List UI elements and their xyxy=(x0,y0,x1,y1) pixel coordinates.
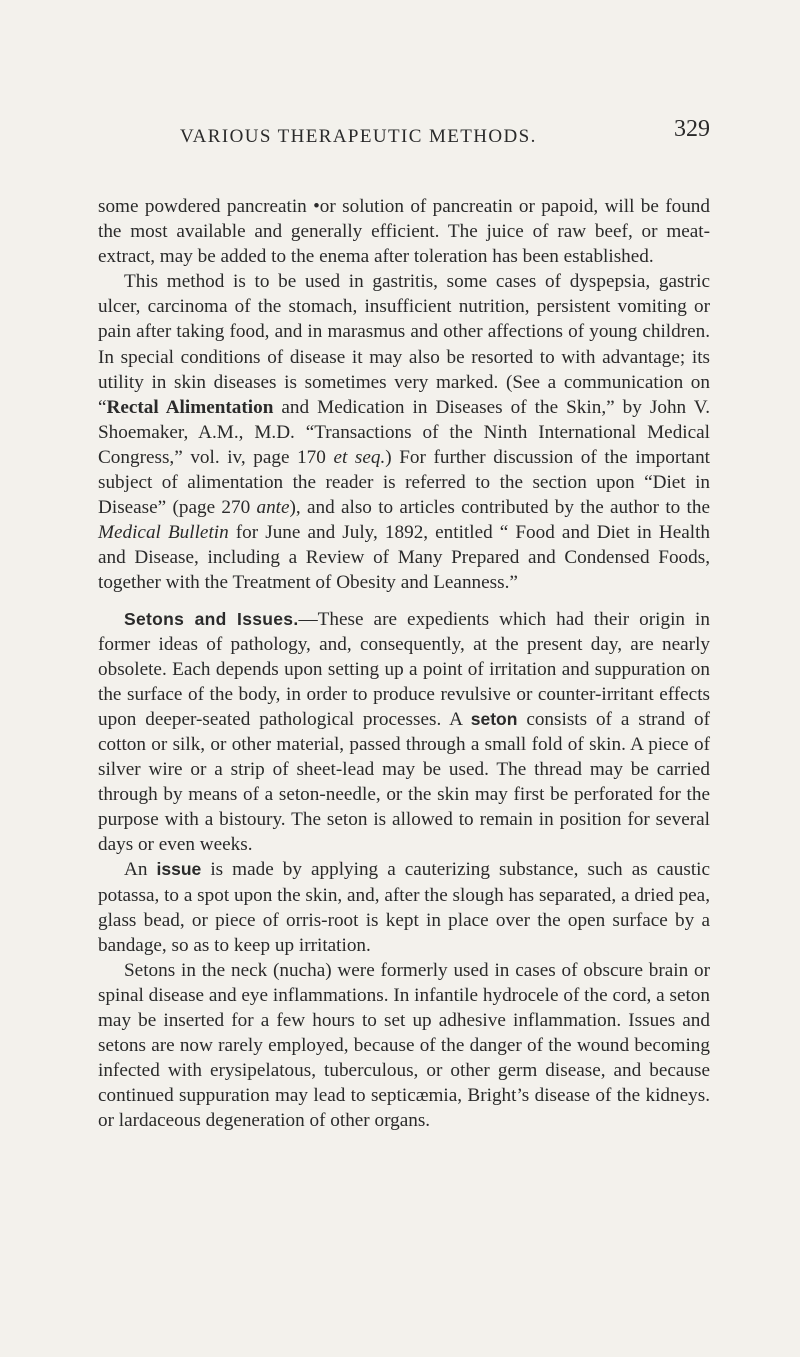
paragraph-issue: An issue is made by applying a cauterizing substance, such as caustic potassa, to a spot upon the skin, and, after the slough has separated, a dried pea, glass bead, or piece of orris-root is kept in place over the open surface by a bandage, so as to keep up irritation. xyxy=(98,859,711,956)
paragraph-method-uses: This method is to be used in gastritis, some cases of dyspepsia, gastric ulcer, carcinoma of the stomach, insufficient nutrition, persistent vomiting or pain after taking food, and in marasmus and other affections of young children. In special conditions of disease it may also be resorted to with advantage; its utility in skin diseases is sometimes very marked. (See a communication on “Rectal Alimentation and Medication in Diseases of the Skin,” by John V. Shoemaker, A.M., M.D. “Transactions of the Ninth International Medical Congress,” vol. iv, page 170 et seq.) For further discussion of the important subject of alimentation the reader is referred to the section upon “Diet in Disease” (page 270 ante), and also to articles contributed by the author to the Medical Bulletin for June and July, 1892, entitled “ Food and Diet in Health and Disease, including a Review of Many Prepared and Condensed Foods, together with the Treatment of Obesity and Leanness.” xyxy=(98,271,710,594)
medical-bulletin-title: Medical Bulletin xyxy=(98,522,229,544)
running-head: VARIOUS THERAPEUTIC METHODS. xyxy=(180,126,537,147)
body-text xyxy=(98,194,710,1133)
page-header xyxy=(98,116,710,160)
term-seton: seton xyxy=(470,708,518,729)
rectal-alimentation-title: Rectal Alimentation xyxy=(106,396,274,418)
section-heading-setons-and-issues: Setons and Issues. xyxy=(124,608,299,629)
paragraph-enema-continuation: some powdered pancreatin •or solution of pancreatin or papoid, will be found the most available and generally efficient. The juice of raw beef, or meat-extract, may be added to the enema after toleration has been established. xyxy=(98,196,710,268)
paragraph-setons-and-issues: Setons and Issues.—These are expedients which had their origin in former ideas of pathology, and, consequently, at the present day, are nearly obsolete. Each depends upon setting up a point of irritation and suppuration on the surface of the body, in order to produce revulsive or counter-irritant effects upon deeper-seated pathological processes. A seton consists of a strand of cotton or silk, or other material, passed through a small fold of skin. A piece of silver wire or a strip of sheet-lead may be used. The thread may be carried through by means of a seton-needle, or the skin may first be perforated for the purpose with a bistoury. The seton is allowed to remain in position for several days or even weeks. xyxy=(98,608,710,856)
paragraph-setons-neck: Setons in the neck (nucha) were formerly used in cases of obscure brain or spinal disease and eye inflammations. In infantile hydrocele of the cord, a seton may be inserted for a few hours to set up adhesive inflammation. Issues and setons are now rarely employed, because of the danger of the wound becoming infected with erysipelatous, tuberculous, or other germ disease, and because continued suppuration may lead to septicæmia, Bright’s disease of the kidneys. or lardaceous degeneration of other organs. xyxy=(98,959,710,1132)
term-issue: issue xyxy=(156,859,202,880)
page-number: 329 xyxy=(674,116,710,142)
